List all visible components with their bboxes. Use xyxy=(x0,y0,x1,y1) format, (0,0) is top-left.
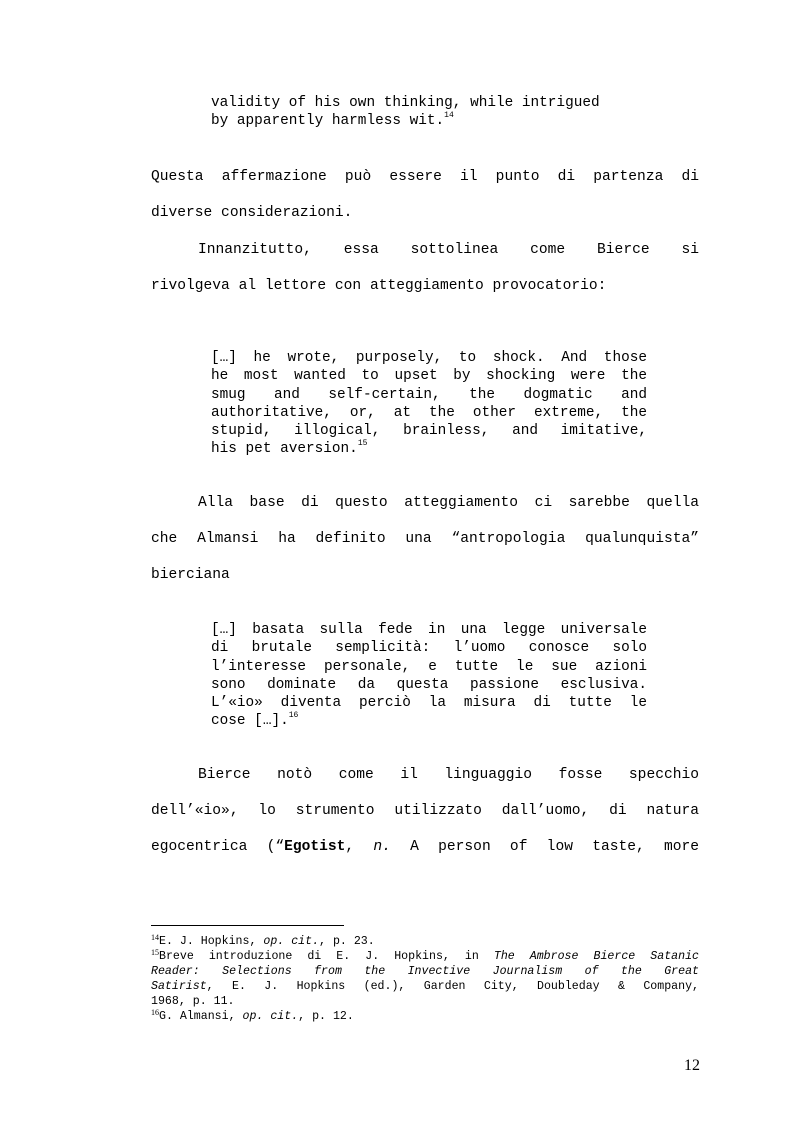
paragraph-line: rivolgeva al lettore con atteggiamento provocatorio: xyxy=(151,278,607,294)
page-number: 12 xyxy=(684,1057,700,1074)
quote-line: his pet aversion.$^{15}$ xyxy=(211,439,368,458)
paragraph-line: diverse considerazioni. xyxy=(151,205,353,221)
paragraph-line: che Almansi ha definito una “antropologia qualunquista” xyxy=(151,531,699,547)
footnote-15-cont: Satirist, E. J. Hopkins (ed.), Garden City, Doubleday & Company, xyxy=(151,980,699,993)
quote-line: […] basata sulla fede in una legge universale xyxy=(211,622,647,638)
quote-line: di brutale semplicità: l’uomo conosce solo xyxy=(211,640,647,657)
paragraph-line: Alla base di questo atteggiamento ci sarebbe quella xyxy=(198,495,699,511)
quote-line: stupid, illogical, brainless, and imitative, xyxy=(211,423,647,440)
quote-line: authoritative, or, at the other extreme, the xyxy=(211,404,647,421)
quote-line: smug and self-certain, the dogmatic and xyxy=(211,386,647,403)
paragraph-line: Bierce notò come il linguaggio fosse specchio xyxy=(198,767,699,783)
quote-line: he most wanted to upset by shocking were the xyxy=(211,368,647,385)
quote-line: L’«io» diventa perciò la misura di tutte le xyxy=(211,695,647,712)
footnote-15: $^{15}$Breve introduzione di E. J. Hopkins, in The Ambrose Bierce Satanic xyxy=(151,948,699,963)
block-quote-3 xyxy=(211,621,647,731)
quote-line: sono dominate da questa passione esclusiva. xyxy=(211,676,647,693)
paragraph-line: egocentrica (“Egotist, n. A person of low taste, more xyxy=(151,839,700,855)
footnote-15-cont: Reader: Selections from the Invective Journalism of the Great xyxy=(151,965,699,978)
quote-line: validity of his own thinking, while intrigued xyxy=(211,95,600,111)
paragraph-line: Innanzitutto, essa sottolinea come Bierce si xyxy=(198,242,699,258)
footnote-15-cont: 1968, p. 11. xyxy=(151,995,235,1008)
footnote-ref: 16 xyxy=(288,711,299,721)
block-quote-1 xyxy=(211,94,647,131)
quote-line: l’interesse personale, e tutte le sue azioni xyxy=(211,658,647,675)
paragraph-line: Questa affermazione può essere il punto di partenza di xyxy=(151,169,699,185)
paragraph-line: dell’«io», lo strumento utilizzato dall’uomo, di natura xyxy=(151,803,699,819)
footnote-ref: 15 xyxy=(357,439,368,449)
block-quote-2 xyxy=(211,349,647,459)
quote-line: by apparently harmless wit.$^{14}$ xyxy=(211,111,454,130)
footnote-14: $^{14}$E. J. Hopkins, op. cit., p. 23. xyxy=(151,933,375,948)
footnote-16: $^{16}$G. Almansi, op. cit., p. 12. xyxy=(151,1008,354,1023)
footnote-separator xyxy=(151,925,344,926)
quote-line: cose […].$^{16}$ xyxy=(211,711,299,730)
footnote-ref: 14 xyxy=(444,111,454,121)
paragraph-line: bierciana xyxy=(151,567,230,583)
footnotes xyxy=(151,934,699,1024)
quote-line: […] he wrote, purposely, to shock. And those xyxy=(211,350,647,366)
